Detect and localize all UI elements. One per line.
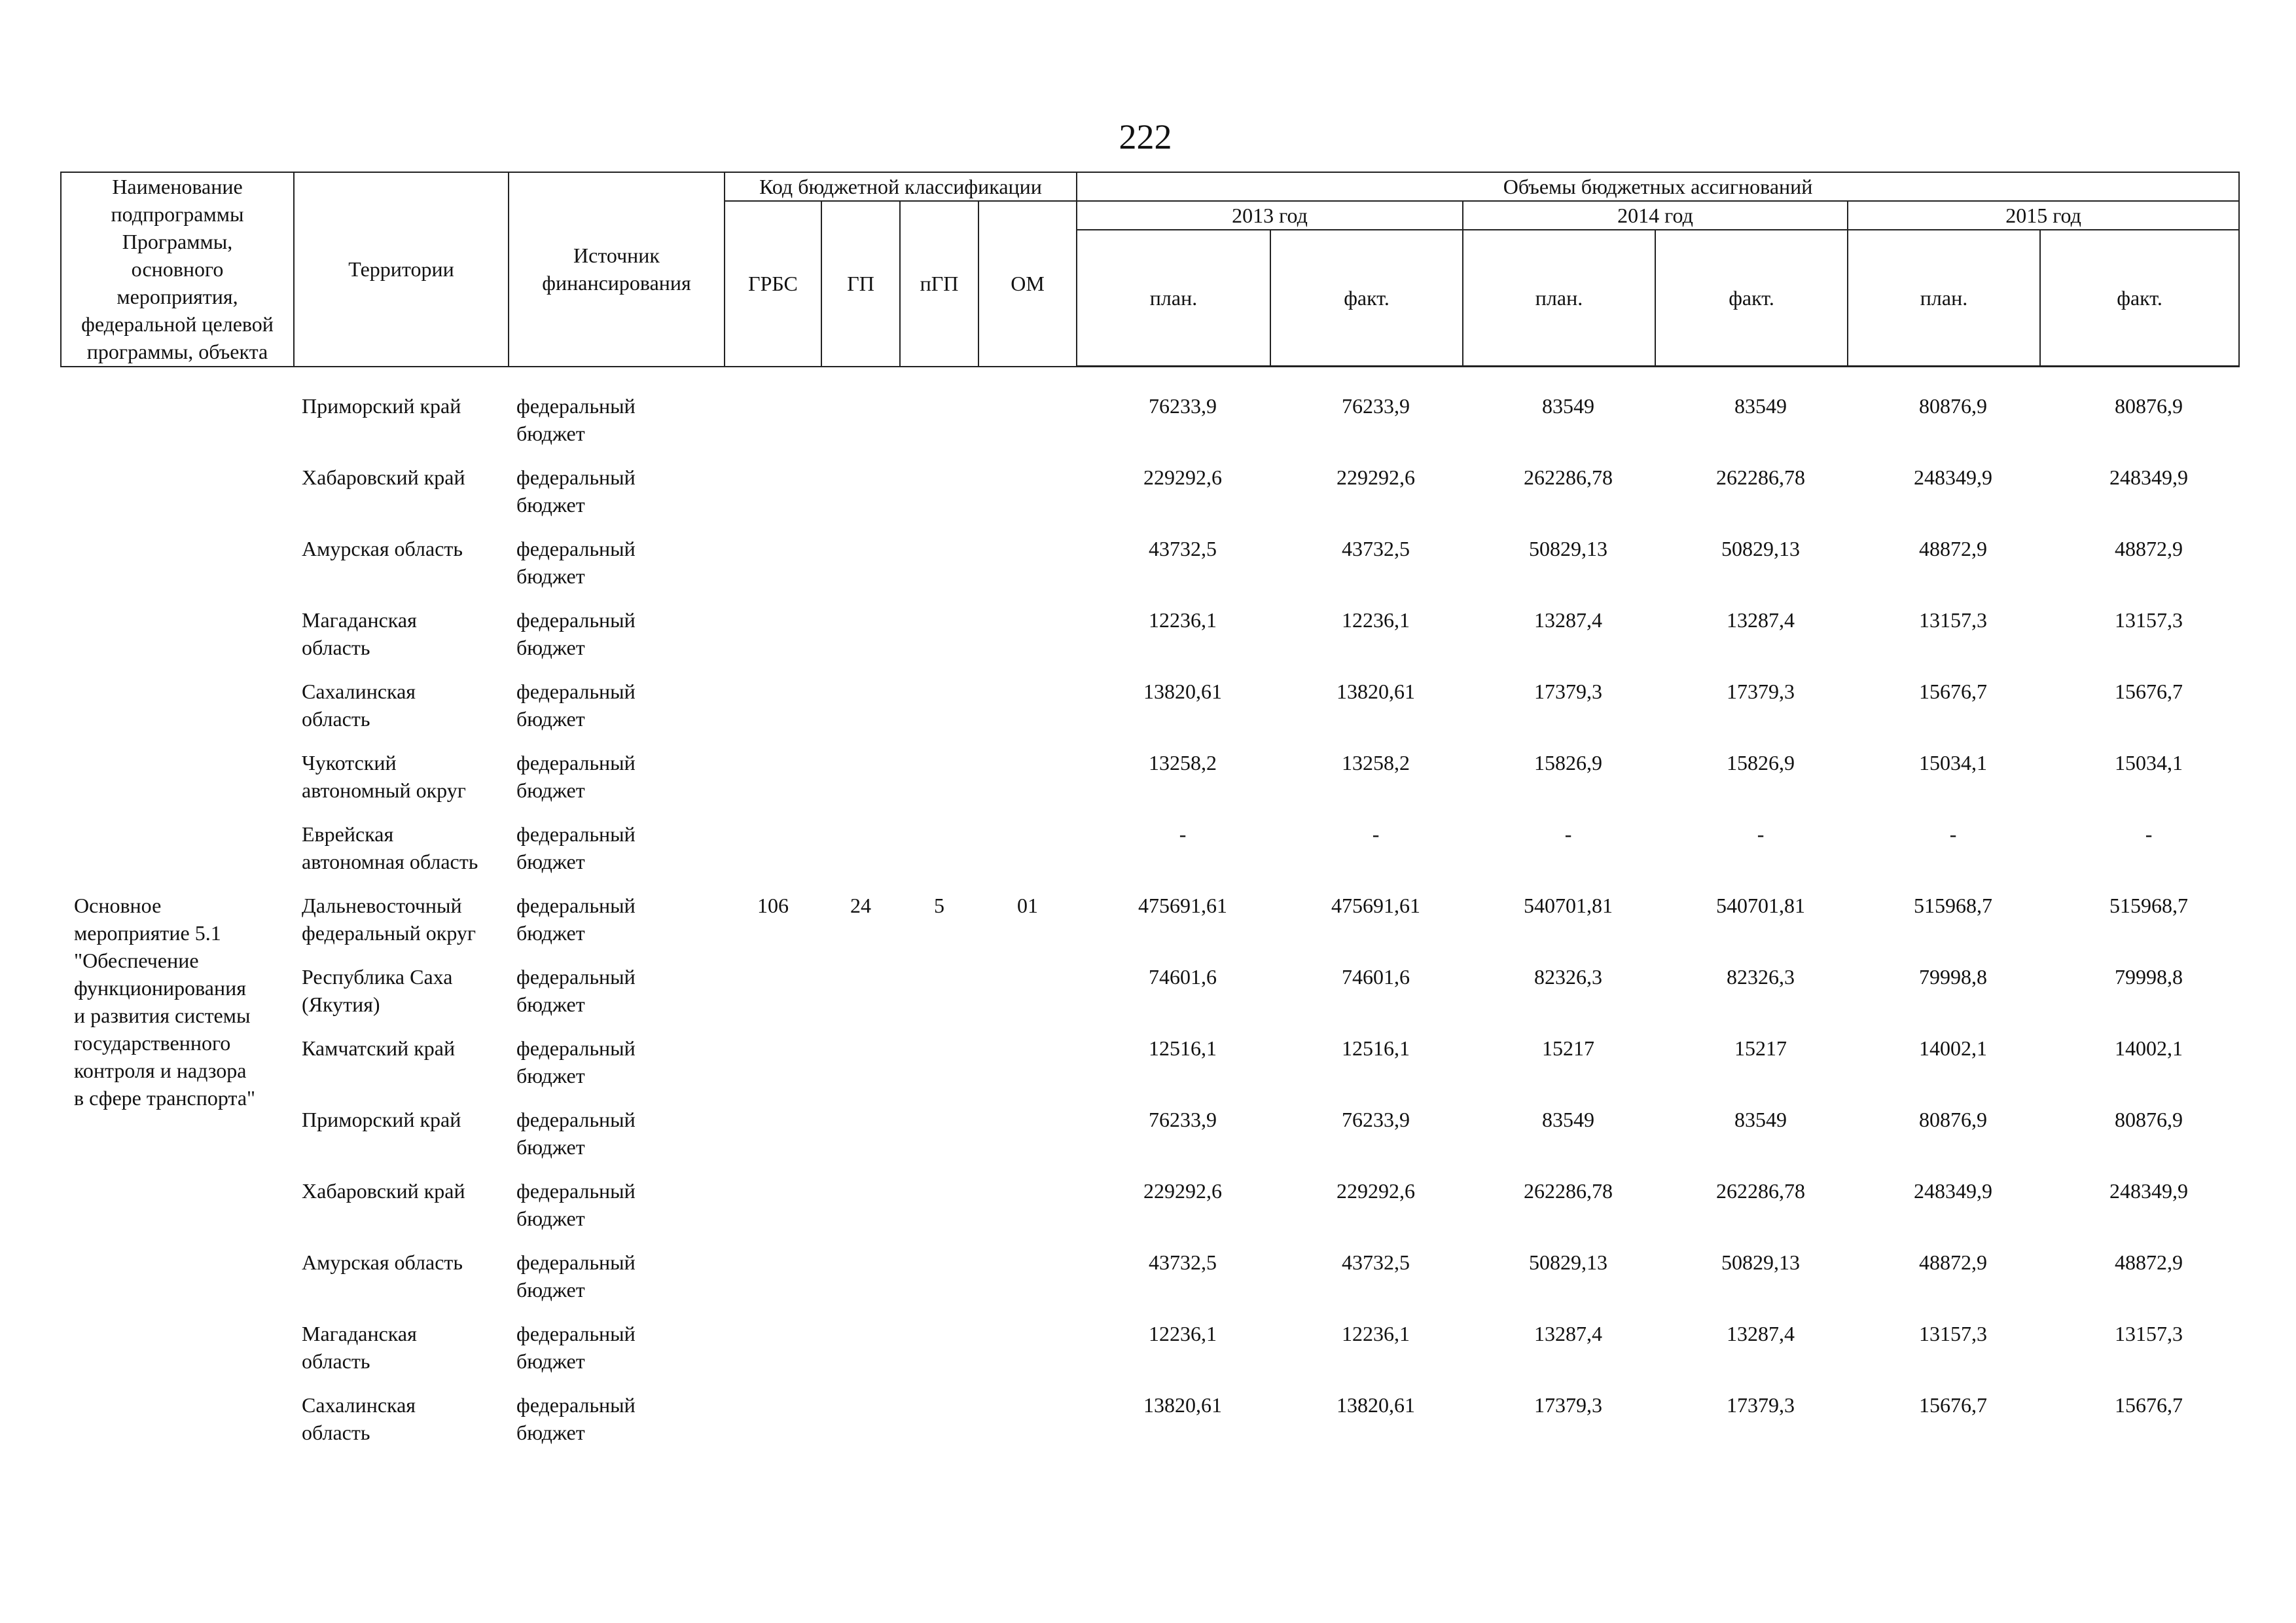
grbs-cell: [725, 464, 821, 535]
plan-2015-cell: 48872,9: [1919, 1250, 1988, 1274]
source-cell: федеральный бюджет: [516, 680, 636, 731]
fact-2014-cell: 50829,13: [1721, 537, 1801, 560]
pgp-cell: [900, 1320, 978, 1391]
fact-2015-cell: 48872,9: [2115, 537, 2183, 560]
pgp-cell: [900, 1177, 978, 1249]
source-cell: федеральный бюджет: [516, 751, 636, 802]
fact-2014-cell: 262286,78: [1716, 465, 1806, 489]
fact-2014-cell: 15217: [1734, 1036, 1787, 1060]
om-cell: [978, 392, 1077, 464]
territory-cell: Чукотский автономный округ: [302, 751, 466, 802]
pgp-cell: [900, 749, 978, 820]
header-plan: план.: [1848, 230, 2040, 367]
source-cell: федеральный бюджет: [516, 465, 636, 517]
table-row: [61, 963, 2239, 1034]
fact-2015-cell: 80876,9: [2115, 1108, 2183, 1131]
gp-cell: [821, 1177, 900, 1249]
header-name: Наименование подпрограммы Программы, основного мероприятия, федеральной целевой программы, объекта: [61, 172, 294, 367]
source-cell: федеральный бюджет: [516, 537, 636, 588]
om-cell: [978, 464, 1077, 535]
table-row: [61, 606, 2239, 678]
table-row: [61, 820, 2239, 892]
plan-2013-cell: -: [1179, 822, 1187, 846]
pgp-cell: [900, 606, 978, 678]
grbs-cell: [725, 678, 821, 749]
fact-2014-cell: 540701,81: [1716, 894, 1806, 917]
plan-2015-cell: 515968,7: [1914, 894, 1993, 917]
gp-cell: [821, 606, 900, 678]
fact-2013-cell: 229292,6: [1336, 1179, 1416, 1203]
fact-2013-cell: 74601,6: [1342, 965, 1410, 989]
plan-2015-cell: 79998,8: [1919, 965, 1988, 989]
pgp-cell: [900, 535, 978, 606]
pgp-cell: [900, 1391, 978, 1463]
plan-2014-cell: 262286,78: [1524, 1179, 1613, 1203]
plan-2013-cell: 13258,2: [1149, 751, 1217, 775]
fact-2013-cell: 229292,6: [1336, 465, 1416, 489]
fact-2015-cell: 15034,1: [2115, 751, 2183, 775]
fact-2014-cell: 83549: [1734, 1108, 1787, 1131]
fact-2014-cell: 82326,3: [1727, 965, 1795, 989]
fact-2014-cell: 17379,3: [1727, 680, 1795, 703]
fact-2015-cell: -: [2145, 822, 2153, 846]
plan-2013-cell: 12516,1: [1149, 1036, 1217, 1060]
territory-cell: Дальневосточный федеральный округ: [302, 894, 476, 945]
main-activity-name: Основное мероприятие 5.1 "Обеспечение функционирования и развития системы государственного контроля и надзора в сфере транспорта": [74, 894, 256, 1110]
territory-cell: Сахалинская область: [302, 1393, 416, 1444]
pgp-cell: [900, 820, 978, 892]
header-fact: факт.: [1655, 230, 1848, 367]
grbs-cell: [725, 1177, 821, 1249]
page-number: 222: [1119, 117, 1172, 156]
gp-cell: [821, 678, 900, 749]
gp-cell: [821, 392, 900, 464]
header-grbs: ГРБС: [725, 201, 821, 367]
header-gp: ГП: [821, 201, 900, 367]
om-cell: [978, 1106, 1077, 1177]
om-cell: 01: [1017, 894, 1038, 917]
om-cell: [978, 1391, 1077, 1463]
om-cell: [978, 1320, 1077, 1391]
table-row: [61, 1106, 2239, 1177]
fact-2014-cell: 83549: [1734, 394, 1787, 418]
header-year-2015: 2015 год: [1848, 201, 2239, 230]
plan-2013-cell: 475691,61: [1138, 894, 1228, 917]
header-year-2013: 2013 год: [1077, 201, 1463, 230]
source-cell: федеральный бюджет: [516, 1322, 636, 1373]
table-row: [61, 749, 2239, 820]
fact-2014-cell: 262286,78: [1716, 1179, 1806, 1203]
source-cell: федеральный бюджет: [516, 1108, 636, 1159]
plan-2015-cell: 15676,7: [1919, 680, 1988, 703]
gp-cell: [821, 1391, 900, 1463]
gp-cell: [821, 1034, 900, 1106]
fact-2014-cell: 13287,4: [1727, 608, 1795, 632]
source-cell: федеральный бюджет: [516, 608, 636, 659]
source-cell: федеральный бюджет: [516, 822, 636, 873]
fact-2014-cell: 13287,4: [1727, 1322, 1795, 1345]
plan-2013-cell: 13820,61: [1143, 680, 1223, 703]
territory-cell: Амурская область: [302, 1250, 463, 1274]
plan-2015-cell: -: [1949, 822, 1957, 846]
pgp-cell: [900, 1249, 978, 1320]
source-cell: федеральный бюджет: [516, 1179, 636, 1230]
gp-cell: [821, 820, 900, 892]
plan-2015-cell: 14002,1: [1919, 1036, 1988, 1060]
header-fact: факт.: [1270, 230, 1463, 367]
plan-2014-cell: 13287,4: [1534, 1322, 1603, 1345]
grbs-cell: [725, 1106, 821, 1177]
om-cell: [978, 535, 1077, 606]
plan-2013-cell: 12236,1: [1149, 1322, 1217, 1345]
plan-2015-cell: 80876,9: [1919, 394, 1988, 418]
plan-2015-cell: 15034,1: [1919, 751, 1988, 775]
fact-2013-cell: 76233,9: [1342, 394, 1410, 418]
plan-2013-cell: 12236,1: [1149, 608, 1217, 632]
plan-2014-cell: 13287,4: [1534, 608, 1603, 632]
territory-cell: Еврейская автономная область: [302, 822, 478, 873]
territory-cell: Сахалинская область: [302, 680, 416, 731]
pgp-cell: [900, 464, 978, 535]
pgp-cell: [900, 1034, 978, 1106]
plan-2013-cell: 76233,9: [1149, 394, 1217, 418]
plan-2015-cell: 248349,9: [1914, 465, 1993, 489]
plan-2015-cell: 13157,3: [1919, 608, 1988, 632]
grbs-cell: 106: [757, 894, 789, 917]
pgp-cell: 5: [934, 894, 944, 917]
grbs-cell: [725, 749, 821, 820]
plan-2015-cell: 80876,9: [1919, 1108, 1988, 1131]
grbs-cell: [725, 1320, 821, 1391]
fact-2015-cell: 248349,9: [2109, 1179, 2189, 1203]
source-cell: федеральный бюджет: [516, 394, 636, 445]
fact-2013-cell: 13820,61: [1336, 680, 1416, 703]
plan-2014-cell: 15826,9: [1534, 751, 1603, 775]
om-cell: [978, 963, 1077, 1034]
territory-cell: Хабаровский край: [302, 1179, 465, 1203]
territory-cell: Республика Саха (Якутия): [302, 965, 453, 1016]
plan-2013-cell: 229292,6: [1143, 1179, 1223, 1203]
pgp-cell: [900, 392, 978, 464]
plan-2014-cell: 17379,3: [1534, 1393, 1603, 1417]
header-territory: Территории: [294, 172, 509, 367]
plan-2014-cell: 50829,13: [1529, 537, 1608, 560]
budget-allocation-table: [60, 172, 2240, 1463]
fact-2013-cell: -: [1372, 822, 1380, 846]
fact-2015-cell: 248349,9: [2109, 465, 2189, 489]
fact-2013-cell: 12236,1: [1342, 608, 1410, 632]
table-row: [61, 392, 2239, 464]
gp-cell: [821, 464, 900, 535]
fact-2015-cell: 13157,3: [2115, 1322, 2183, 1345]
table-row: [61, 1391, 2239, 1463]
plan-2013-cell: 74601,6: [1149, 965, 1217, 989]
fact-2013-cell: 13258,2: [1342, 751, 1410, 775]
territory-cell: Магаданская область: [302, 1322, 417, 1373]
header-source: Источник финансирования: [509, 172, 725, 367]
fact-2015-cell: 48872,9: [2115, 1250, 2183, 1274]
table-body: [61, 367, 2239, 1463]
header-volumes: Объемы бюджетных ассигнований: [1077, 172, 2239, 201]
grbs-cell: [725, 820, 821, 892]
table-row: [61, 535, 2239, 606]
header-plan: план.: [1463, 230, 1655, 367]
om-cell: [978, 820, 1077, 892]
gp-cell: [821, 1320, 900, 1391]
plan-2014-cell: -: [1564, 822, 1572, 846]
header-budget-code: Код бюджетной классификации: [725, 172, 1077, 201]
table-row: [61, 1177, 2239, 1249]
plan-2014-cell: 82326,3: [1534, 965, 1603, 989]
fact-2013-cell: 13820,61: [1336, 1393, 1416, 1417]
om-cell: [978, 1034, 1077, 1106]
source-cell: федеральный бюджет: [516, 1393, 636, 1444]
gp-cell: [821, 1249, 900, 1320]
gp-cell: 24: [850, 894, 871, 917]
om-cell: [978, 1177, 1077, 1249]
source-cell: федеральный бюджет: [516, 1036, 636, 1087]
grbs-cell: [725, 606, 821, 678]
grbs-cell: [725, 392, 821, 464]
header-year-2014: 2014 год: [1463, 201, 1848, 230]
name-cell-empty: [61, 392, 294, 892]
pgp-cell: [900, 963, 978, 1034]
plan-2013-cell: 229292,6: [1143, 465, 1223, 489]
fact-2013-cell: 76233,9: [1342, 1108, 1410, 1131]
grbs-cell: [725, 1034, 821, 1106]
fact-2014-cell: 17379,3: [1727, 1393, 1795, 1417]
fact-2015-cell: 79998,8: [2115, 965, 2183, 989]
fact-2015-cell: 515968,7: [2109, 894, 2189, 917]
territory-cell: Амурская область: [302, 537, 463, 560]
plan-2014-cell: 262286,78: [1524, 465, 1613, 489]
om-cell: [978, 678, 1077, 749]
territory-cell: Приморский край: [302, 394, 461, 418]
fact-2014-cell: 50829,13: [1721, 1250, 1801, 1274]
grbs-cell: [725, 535, 821, 606]
plan-2014-cell: 540701,81: [1524, 894, 1613, 917]
territory-cell: Магаданская область: [302, 608, 417, 659]
table-row: [61, 678, 2239, 749]
plan-2014-cell: 15217: [1542, 1036, 1595, 1060]
plan-2013-cell: 43732,5: [1149, 537, 1217, 560]
pgp-cell: [900, 678, 978, 749]
om-cell: [978, 1249, 1077, 1320]
header-fact: факт.: [2040, 230, 2239, 367]
om-cell: [978, 749, 1077, 820]
fact-2014-cell: 15826,9: [1727, 751, 1795, 775]
fact-2015-cell: 15676,7: [2115, 680, 2183, 703]
table-row: [61, 1320, 2239, 1391]
plan-2015-cell: 13157,3: [1919, 1322, 1988, 1345]
grbs-cell: [725, 1249, 821, 1320]
table-row: [61, 464, 2239, 535]
fact-2015-cell: 80876,9: [2115, 394, 2183, 418]
source-cell: федеральный бюджет: [516, 965, 636, 1016]
plan-2015-cell: 248349,9: [1914, 1179, 1993, 1203]
grbs-cell: [725, 1391, 821, 1463]
plan-2015-cell: 48872,9: [1919, 537, 1988, 560]
table-row: [61, 1249, 2239, 1320]
fact-2013-cell: 43732,5: [1342, 537, 1410, 560]
plan-2013-cell: 13820,61: [1143, 1393, 1223, 1417]
plan-2014-cell: 83549: [1542, 394, 1595, 418]
fact-2013-cell: 475691,61: [1331, 894, 1421, 917]
header-plan: план.: [1077, 230, 1270, 367]
gp-cell: [821, 749, 900, 820]
source-cell: федеральный бюджет: [516, 894, 636, 945]
plan-2014-cell: 83549: [1542, 1108, 1595, 1131]
gp-cell: [821, 535, 900, 606]
fact-2015-cell: 14002,1: [2115, 1036, 2183, 1060]
territory-cell: Приморский край: [302, 1108, 461, 1131]
table-row: [61, 892, 2239, 963]
source-cell: федеральный бюджет: [516, 1250, 636, 1302]
plan-2014-cell: 17379,3: [1534, 680, 1603, 703]
plan-2015-cell: 15676,7: [1919, 1393, 1988, 1417]
plan-2013-cell: 76233,9: [1149, 1108, 1217, 1131]
gp-cell: [821, 1106, 900, 1177]
header-pgp: пГП: [900, 201, 978, 367]
gp-cell: [821, 963, 900, 1034]
header-om: ОМ: [978, 201, 1077, 367]
pgp-cell: [900, 1106, 978, 1177]
fact-2013-cell: 12236,1: [1342, 1322, 1410, 1345]
table-row: [61, 1034, 2239, 1106]
fact-2015-cell: 15676,7: [2115, 1393, 2183, 1417]
plan-2013-cell: 43732,5: [1149, 1250, 1217, 1274]
territory-cell: Камчатский край: [302, 1036, 456, 1060]
territory-cell: Хабаровский край: [302, 465, 465, 489]
table-header: [61, 172, 2239, 367]
om-cell: [978, 606, 1077, 678]
plan-2014-cell: 50829,13: [1529, 1250, 1608, 1274]
grbs-cell: [725, 963, 821, 1034]
fact-2014-cell: -: [1757, 822, 1765, 846]
fact-2013-cell: 12516,1: [1342, 1036, 1410, 1060]
fact-2013-cell: 43732,5: [1342, 1250, 1410, 1274]
fact-2015-cell: 13157,3: [2115, 608, 2183, 632]
